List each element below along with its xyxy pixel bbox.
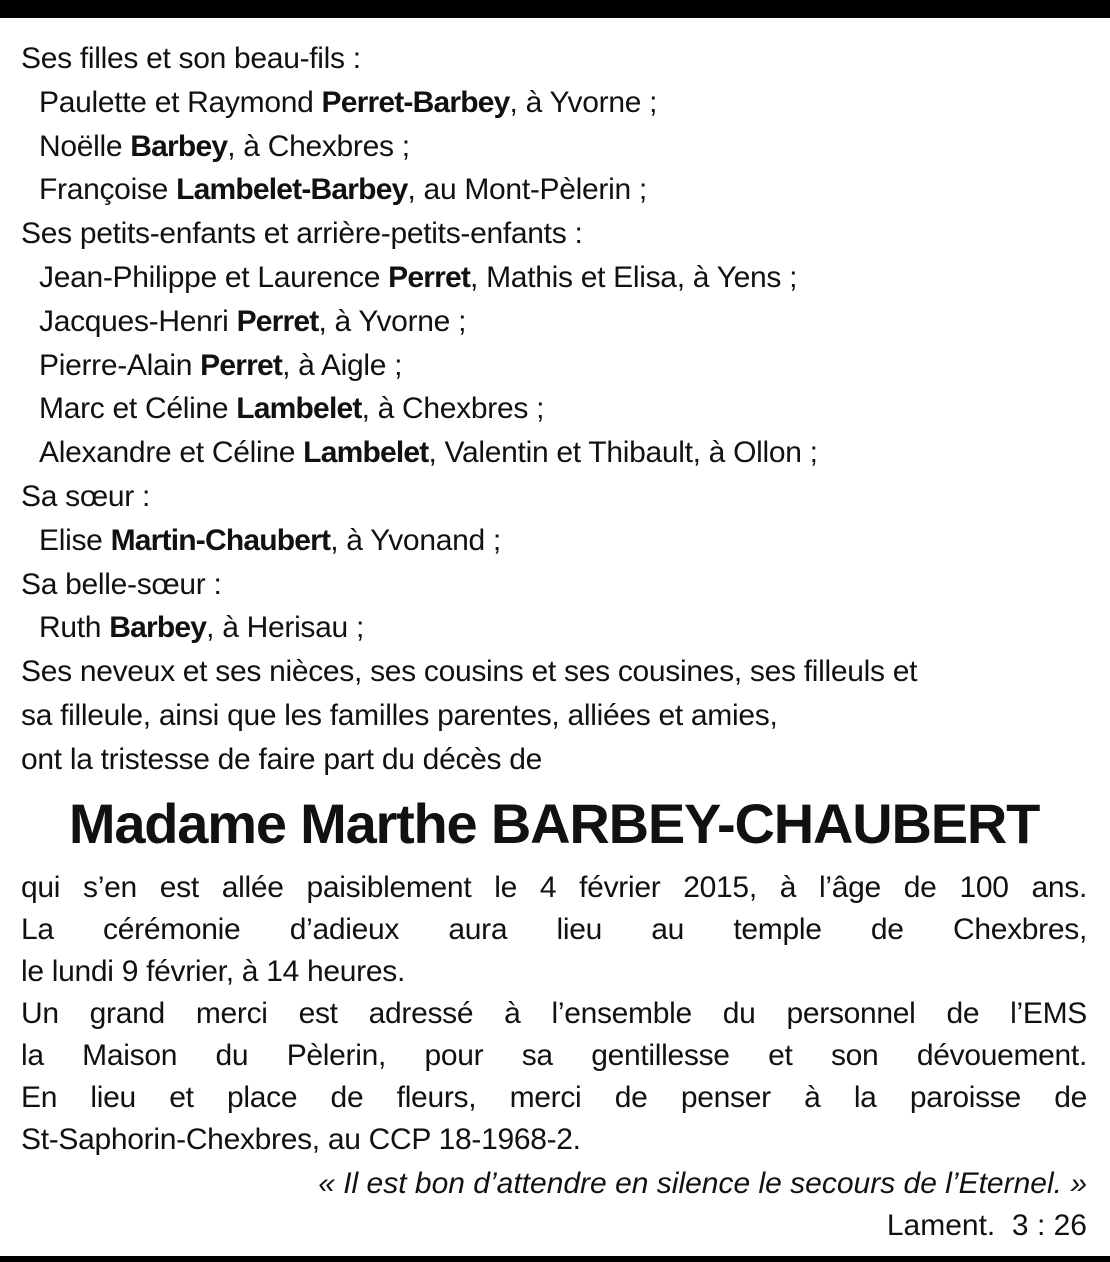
family-place: , à Yvorne ; <box>509 85 658 119</box>
deceased-name: Madame Marthe BARBEY-CHAUBERT <box>68 791 1040 855</box>
family-text: Noëlle <box>39 129 131 163</box>
family-surname: Perret-Barbey <box>321 85 510 119</box>
thanks-paragraph <box>21 993 1087 1161</box>
family-text: Paulette et Raymond <box>39 85 322 119</box>
family-line <box>21 431 1087 475</box>
family-surname: Perret <box>236 304 319 338</box>
paragraph-line: St-Saphorin-Chexbres, au CCP 18-1968-2. <box>21 1122 581 1156</box>
obituary-notice <box>21 37 1087 1247</box>
family-text: Jacques-Henri <box>39 304 237 338</box>
family-place: , au Mont-Pèlerin ; <box>407 173 647 207</box>
paragraph-line: La cérémonie d’adieux aura lieu au temple de Chexbres, <box>21 912 1087 946</box>
ceremony-paragraph <box>21 867 1087 993</box>
family-line <box>21 256 1087 300</box>
family-list <box>21 37 1087 782</box>
family-text: Françoise <box>39 173 177 207</box>
family-text: Jean-Philippe et Laurence <box>39 260 389 294</box>
bible-reference: Lament. 3 : 26 <box>886 1208 1087 1242</box>
family-place: , à Chexbres ; <box>361 392 545 426</box>
paragraph-line: le lundi 9 février, à 14 heures. <box>21 954 405 988</box>
family-place: , à Yvonand ; <box>330 523 501 557</box>
family-line <box>21 563 1087 607</box>
paragraph-line: En lieu et place de fleurs, merci de penser à la paroisse de <box>21 1080 1087 1114</box>
family-text: Ruth <box>39 611 110 645</box>
family-place: , Valentin et Thibault, à Ollon ; <box>428 436 818 470</box>
top-rule <box>0 0 1110 18</box>
bottom-rule <box>0 1256 1110 1262</box>
family-place: , à Chexbres ; <box>227 129 410 163</box>
family-line <box>21 475 1087 519</box>
family-place: , à Herisau ; <box>206 611 364 645</box>
family-line <box>21 168 1087 212</box>
family-text: Ses neveux et ses nièces, ses cousins et ses cousines, ses filleuls et <box>21 655 918 689</box>
family-surname: Lambelet-Barbey <box>176 173 408 207</box>
paragraph-line: qui s’en est allée paisiblement le 4 février 2015, à l’âge de 100 ans. <box>21 870 1087 904</box>
family-surname: Martin-Chaubert <box>110 523 331 557</box>
family-line <box>21 694 1087 738</box>
family-text: Sa sœur : <box>21 479 150 513</box>
family-text: Pierre-Alain <box>39 348 201 382</box>
family-line <box>21 344 1087 388</box>
family-line <box>21 738 1087 782</box>
family-place: , à Yvorne ; <box>318 304 467 338</box>
family-line <box>21 606 1087 650</box>
bible-quote: « Il est bon d’attendre en silence le secours de l’Eternel. » <box>318 1166 1087 1200</box>
family-surname: Barbey <box>109 611 207 645</box>
family-text: sa filleule, ainsi que les familles parentes, alliées et amies, <box>21 698 778 732</box>
family-text: Sa belle-sœur : <box>21 567 222 601</box>
family-line <box>21 125 1087 169</box>
family-text: ont la tristesse de faire part du décès de <box>21 742 543 776</box>
family-line <box>21 300 1087 344</box>
family-text: Elise <box>39 523 111 557</box>
family-line <box>21 650 1087 694</box>
family-surname: Perret <box>388 260 471 294</box>
family-place: , à Aigle ; <box>282 348 403 382</box>
family-surname: Barbey <box>130 129 228 163</box>
family-text: Ses petits-enfants et arrière-petits-enfants : <box>21 217 583 251</box>
family-surname: Perret <box>200 348 283 382</box>
paragraph-line: Un grand merci est adressé à l’ensemble du personnel de l’EMS <box>21 996 1087 1030</box>
family-line <box>21 37 1087 81</box>
family-text: Marc et Céline <box>39 392 237 426</box>
family-text: Alexandre et Céline <box>39 436 304 470</box>
family-surname: Lambelet <box>236 392 362 426</box>
paragraph-line: la Maison du Pèlerin, pour sa gentillesse et son dévouement. <box>21 1038 1087 1072</box>
family-surname: Lambelet <box>303 436 429 470</box>
family-place: , Mathis et Elisa, à Yens ; <box>470 260 798 294</box>
family-text: Ses filles et son beau-fils : <box>21 42 361 75</box>
family-line <box>21 81 1087 125</box>
family-line <box>21 387 1087 431</box>
family-line <box>21 519 1087 563</box>
family-line <box>21 212 1087 256</box>
